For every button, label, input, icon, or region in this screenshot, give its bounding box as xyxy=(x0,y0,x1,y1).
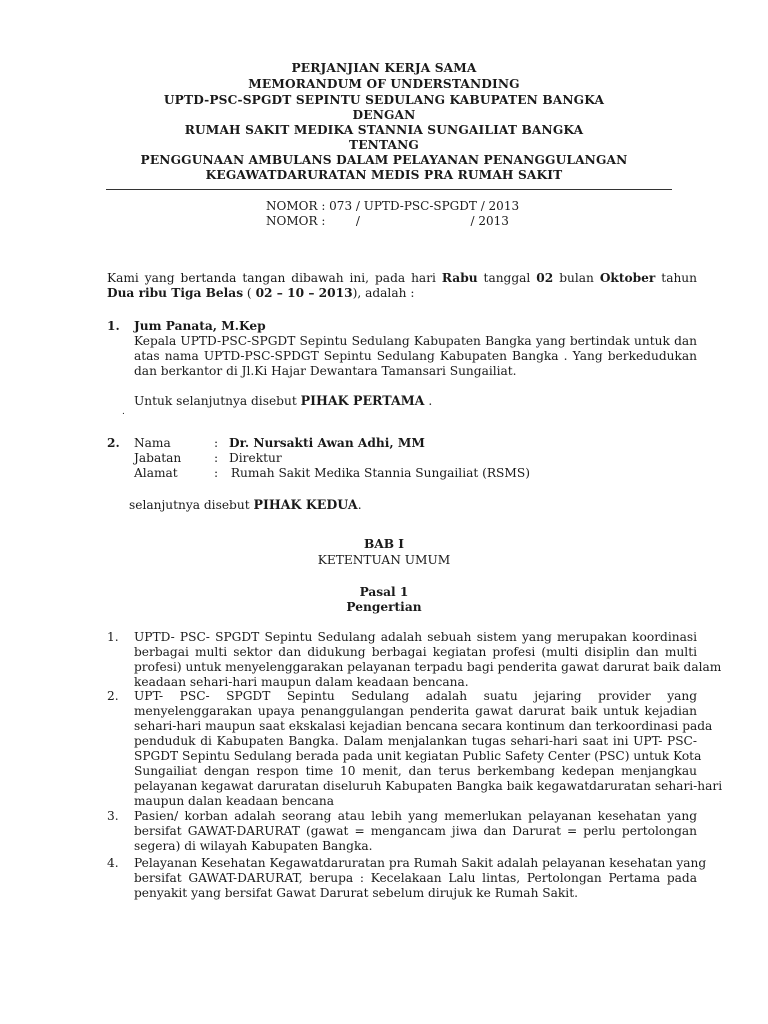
item-line: berbagai multi sektor dan didukung berbagai kegiatan profesi (multi disiplin dan multi xyxy=(134,645,697,659)
party1-number: 1. xyxy=(107,319,120,333)
party1-desc-line: Kepala UPTD-PSC-SPGDT Sepintu Sedulang Kabupaten Bangka yang bertindak untuk dan xyxy=(134,334,697,348)
item-line: Pasien/ korban adalah seorang atau lebih yang memerlukan pelayanan kesehatan yang xyxy=(134,809,697,823)
stray-dot: . xyxy=(122,407,125,417)
party2-ref-prefix: selanjutnya disebut xyxy=(129,498,254,512)
item-number: 1. xyxy=(107,630,119,644)
title-line-3: UPTD-PSC-SPGDT SEPINTU SEDULANG KABUPATEN BANGKA xyxy=(163,93,605,107)
item-line: pelayanan kegawat daruratan diseluruh Kabupaten Bangka baik kegawatdaruratan sehari-hari xyxy=(134,779,723,793)
party2-ref-name: PIHAK KEDUA xyxy=(253,497,358,512)
item-line: UPTD- PSC- SPGDT Sepintu Sedulang adalah sebuah sistem yang merupakan koordinasi xyxy=(134,630,697,644)
party2-sep: : xyxy=(214,466,219,480)
intro-text-2: tanggal xyxy=(477,271,537,285)
item-line: profesi) untuk menyelenggarakan pelayanan terpadu bagi penderita gawat darurat baik dalam xyxy=(134,660,722,674)
item-line: menyelenggarakan upaya penanggulangan penderita gawat darurat baik untuk kejadian xyxy=(134,704,697,718)
party1-reference xyxy=(134,393,432,409)
title-line-6: TENTANG xyxy=(349,138,419,152)
intro-text-6: ), adalah : xyxy=(352,286,415,301)
intro-date-number: 02 – 10 – 2013 xyxy=(255,286,353,301)
bab-subtitle: KETENTUAN UMUM xyxy=(317,553,451,567)
item-line: maupun dalan keadaan bencana xyxy=(134,794,334,808)
party2-value-nama: Dr. Nursakti Awan Adhi, MM xyxy=(229,436,425,450)
item-line: bersifat GAWAT-DARURAT, berupa : Kecelakaan Lalu lintas, Pertolongan Pertama pada xyxy=(134,871,697,885)
item-line: segera) di wilayah Kabupaten Bangka. xyxy=(134,839,373,853)
party1-ref-prefix: Untuk selanjutnya disebut xyxy=(134,394,301,408)
party2-label-alamat: Alamat xyxy=(134,466,178,480)
item-line: Sungailiat dengan respon time 10 menit, dan terus berkembang kedepan menjangkau xyxy=(134,764,697,778)
party1-name: Jum Panata, M.Kep xyxy=(134,319,266,333)
item-number: 3. xyxy=(107,809,119,823)
item-number: 2. xyxy=(107,689,119,703)
intro-month: Oktober xyxy=(599,271,656,285)
item-line: sehari-hari maupun saat ekskalasi kejadian bencana secara kontinum dan terkoordinasi pada xyxy=(134,719,713,733)
party2-label-nama: Nama xyxy=(134,436,171,450)
party2-value-alamat: Rumah Sakit Medika Stannia Sungailiat (RSMS) xyxy=(227,466,530,480)
party2-ref-suffix: . xyxy=(357,498,362,512)
header-divider xyxy=(106,189,672,190)
item-line: penduduk di Kabupaten Bangka. Dalam menjalankan tugas sehari-hari saat ini UPT- PSC- xyxy=(134,734,697,748)
item-line: Pelayanan Kesehatan Kegawatdaruratan pra Rumah Sakit adalah pelayanan kesehatan yang xyxy=(134,856,707,870)
nomor-line-1: NOMOR : 073 / UPTD-PSC-SPGDT / 2013 xyxy=(266,199,520,213)
party2-reference xyxy=(129,497,362,513)
intro-day: Rabu xyxy=(441,271,478,285)
party2-sep: : xyxy=(214,451,219,465)
intro-text-3: bulan xyxy=(553,271,600,285)
intro-paragraph xyxy=(107,271,697,301)
item-line: bersifat GAWAT-DARURAT (gawat = mengancam jiwa dan Darurat = perlu pertolongan xyxy=(134,824,697,838)
item-line: UPT- PSC- SPGDT Sepintu Sedulang adalah suatu jejaring provider yang xyxy=(134,689,697,703)
party1-ref-name: PIHAK PERTAMA xyxy=(300,393,425,408)
title-line-5: RUMAH SAKIT MEDIKA STANNIA SUNGAILIAT BANGKA xyxy=(184,123,584,137)
party2-value-jabatan: Direktur xyxy=(229,451,282,465)
item-line: SPGDT Sepintu Sedulang berada pada unit kegiatan Public Safety Center (PSC) untuk Kota xyxy=(134,749,702,763)
title-line-8: KEGAWATDARURATAN MEDIS PRA RUMAH SAKIT xyxy=(205,168,563,182)
bab-title: BAB I xyxy=(363,537,404,551)
title-line-7: PENGGUNAAN AMBULANS DALAM PELAYANAN PENANGGULANGAN xyxy=(140,153,628,167)
intro-text-5: ( xyxy=(243,286,256,301)
party1-ref-suffix: . xyxy=(424,394,433,408)
item-line: keadaan sehari-hari maupun dalam keadaan bencana. xyxy=(134,675,469,689)
party2-number: 2. xyxy=(107,436,120,450)
party2-sep: : xyxy=(214,436,219,450)
party1-desc-line: dan berkantor di Jl.Ki Hajar Dewantara Tamansari Sungailiat. xyxy=(134,364,517,378)
intro-date: 02 xyxy=(536,271,554,285)
pasal-title: Pasal 1 xyxy=(359,585,409,599)
intro-text-4: tahun xyxy=(655,271,698,285)
title-line-1: PERJANJIAN KERJA SAMA xyxy=(291,61,477,75)
nomor-line-2: NOMOR : / / 2013 xyxy=(266,214,509,228)
item-number: 4. xyxy=(107,856,119,870)
intro-text-1: Kami yang bertanda tangan dibawah ini, pada hari xyxy=(107,271,442,285)
pasal-subtitle: Pengertian xyxy=(346,600,422,614)
intro-year: Dua ribu Tiga Belas xyxy=(107,286,244,301)
item-line: penyakit yang bersifat Gawat Darurat sebelum dirujuk ke Rumah Sakit. xyxy=(134,886,578,900)
party2-label-jabatan: Jabatan xyxy=(134,451,182,465)
title-line-4: DENGAN xyxy=(352,108,416,122)
party1-desc-line: atas nama UPTD-PSC-SPDGT Sepintu Sedulang Kabupaten Bangka . Yang berkedudukan xyxy=(134,349,697,363)
title-line-2: MEMORANDUM OF UNDERSTANDING xyxy=(248,77,520,91)
